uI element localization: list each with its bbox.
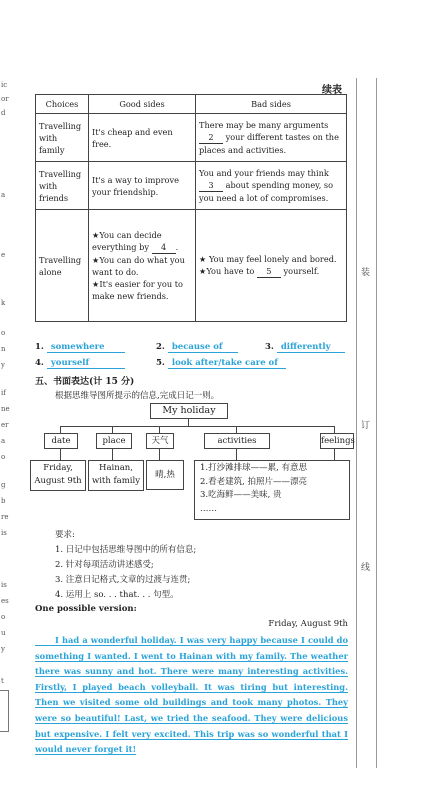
mindmap-connector [60, 426, 335, 427]
requirement-item: 2. 针对每项活动讲述感受; [55, 560, 154, 570]
blank-5: 5 [257, 265, 281, 278]
edge-text: y [1, 361, 5, 369]
answer-num: 4. [35, 358, 44, 368]
choice-cell: Travelling with family [36, 114, 89, 162]
edge-text: is [1, 529, 7, 537]
mindmap-place-value: Hainan, with family [88, 460, 144, 491]
answer-1 [35, 342, 125, 353]
bad-text: yourself. [283, 266, 320, 276]
version-label: One possible version: [35, 604, 137, 614]
binding-mark: 订 [361, 421, 371, 431]
blank-4: 4 [152, 241, 176, 254]
edge-text: ic [1, 81, 8, 89]
choice-cell: Travelling alone [36, 210, 89, 322]
answer-text: yourself [47, 358, 125, 369]
edge-text: y [1, 645, 5, 653]
bad-cell [196, 162, 347, 210]
binding-line-outer [376, 78, 377, 768]
edge-text: a [1, 437, 6, 445]
mindmap-activities-value [194, 460, 350, 520]
requirement-item: 4. 运用上 so. . . that. . . 句型。 [55, 590, 179, 600]
edge-text: o [1, 329, 6, 337]
mindmap-connector [236, 448, 237, 460]
edge-box [0, 690, 9, 732]
good-item [92, 229, 192, 254]
essay-text: I had a wonderful holiday. I was very happy because I could do something I wanted. I went to Hainan with my family. The weather there was sunny and hot. There were many interesting activities. Firstly, I played beach volleyball. It was tiring but interesting. Then we visited some old buildings and took many photos. They were so beautiful! Last, we tried the seafood. They were delicious but expensive. I felt very excited. This trip was so wonderful that I would never forget it! [35, 635, 348, 755]
edge-text: er [1, 421, 9, 429]
good-cell: It's a way to improve your friendship. [89, 162, 196, 210]
answer-num: 3. [265, 342, 274, 352]
activity-line: 3.吃海鲜——美味, 贵 [200, 490, 282, 500]
mindmap-weather: 天气 [146, 433, 174, 449]
good-text: ★You can decide everything by [92, 230, 162, 252]
edge-text: o [1, 453, 6, 461]
requirements-title: 要求: [55, 530, 75, 540]
activity-line: 1.打沙滩排球——累, 有意思 [200, 463, 308, 473]
mindmap-connector [112, 448, 113, 460]
mindmap-connector [159, 448, 160, 460]
bad-text: ★You have to [199, 266, 255, 276]
answer-text: look after/take care of [168, 358, 286, 369]
edge-text: g [1, 481, 6, 489]
bad-text: your different tastes on the places and activities. [199, 132, 339, 155]
edge-text: ne [1, 405, 10, 413]
answer-3 [265, 342, 345, 353]
edge-text: e [1, 251, 6, 259]
mindmap-date-value: Friday, August 9th [30, 460, 86, 491]
answer-text: because of [168, 342, 238, 353]
binding-mark: 装 [361, 268, 371, 278]
good-cell [89, 210, 196, 322]
blank-2: 2 [199, 131, 223, 144]
mindmap-connector [112, 426, 113, 433]
mindmap-root: My holiday [150, 403, 228, 419]
table-header-row [36, 95, 347, 114]
answer-text: differently [277, 342, 345, 353]
activity-line: 2.看老建筑, 拍照片——漂亮 [200, 476, 308, 487]
bad-cell [196, 210, 347, 322]
requirement-item: 1. 日记中包括思维导图中的所有信息; [55, 545, 197, 555]
section-title: 五、书面表达(计 15 分) [35, 377, 135, 387]
left-page-edge [0, 70, 10, 730]
binding-mark: 线 [361, 563, 371, 573]
mindmap-connector [334, 426, 335, 433]
activity-line: …… [200, 503, 217, 514]
continued-label: 续表 [322, 85, 342, 96]
answer-5 [156, 358, 286, 369]
model-essay [35, 633, 348, 758]
edge-text: b [1, 497, 6, 505]
answer-num: 5. [156, 358, 165, 368]
mindmap-connector [60, 426, 61, 433]
table-row [36, 162, 347, 210]
mindmap-feelings: feelings [320, 433, 354, 449]
mindmap-activities: activities [204, 433, 270, 449]
bad-item [199, 265, 343, 278]
edge-text: re [1, 513, 9, 521]
edge-text: k [1, 299, 6, 307]
answer-4 [35, 358, 125, 369]
mindmap-connector [334, 448, 335, 460]
requirement-item: 3. 注意日记格式,文章的过渡与连贯; [55, 575, 191, 585]
essay-date: Friday, August 9th [268, 619, 348, 629]
good-item: ★It's easier for you to make new friends. [92, 279, 183, 301]
choice-cell: Travelling with friends [36, 162, 89, 210]
answer-2 [156, 342, 238, 353]
edge-text: u [1, 629, 6, 637]
header-choices: Choices [36, 95, 89, 114]
edge-text: is [1, 581, 7, 589]
bad-item: ★ You may feel lonely and bored. [199, 254, 337, 264]
edge-text: a [1, 191, 6, 199]
edge-text: t [1, 677, 4, 685]
header-bad-sides: Bad sides [196, 95, 347, 114]
choices-table [35, 94, 347, 322]
mindmap-connector [159, 426, 160, 433]
header-good-sides: Good sides [89, 95, 196, 114]
mindmap-place: place [96, 433, 132, 449]
edge-text: d [1, 109, 6, 117]
mindmap-connector [60, 448, 61, 460]
answer-num: 1. [35, 342, 44, 352]
good-text: . [175, 242, 179, 252]
edge-text: o [1, 613, 6, 621]
bad-text: There may be many arguments [199, 120, 329, 130]
blank-3: 3 [199, 179, 223, 192]
edge-text: n [1, 345, 6, 353]
mindmap-weather-value: 晴,热 [146, 460, 184, 490]
edge-text: or [1, 95, 9, 103]
bad-cell [196, 114, 347, 162]
answer-num: 2. [156, 342, 165, 352]
good-item: ★You can do what you want to do. [92, 255, 185, 277]
binding-line [356, 78, 357, 768]
table-row [36, 114, 347, 162]
mindmap-connector [188, 418, 189, 426]
mindmap-date: date [44, 433, 78, 449]
section-instruction: 根据思维导图所提示的信息,完成日记一则。 [55, 391, 220, 401]
bad-text: You and your friends may think [199, 168, 329, 178]
mindmap-connector [236, 426, 237, 433]
edge-text: if [1, 389, 6, 397]
bad-text: about spending money, so you need a lot of compromises. [199, 180, 334, 203]
good-cell: It's cheap and even free. [89, 114, 196, 162]
answer-text: somewhere [47, 342, 125, 353]
table-row [36, 210, 347, 322]
edge-text: es [1, 597, 9, 605]
